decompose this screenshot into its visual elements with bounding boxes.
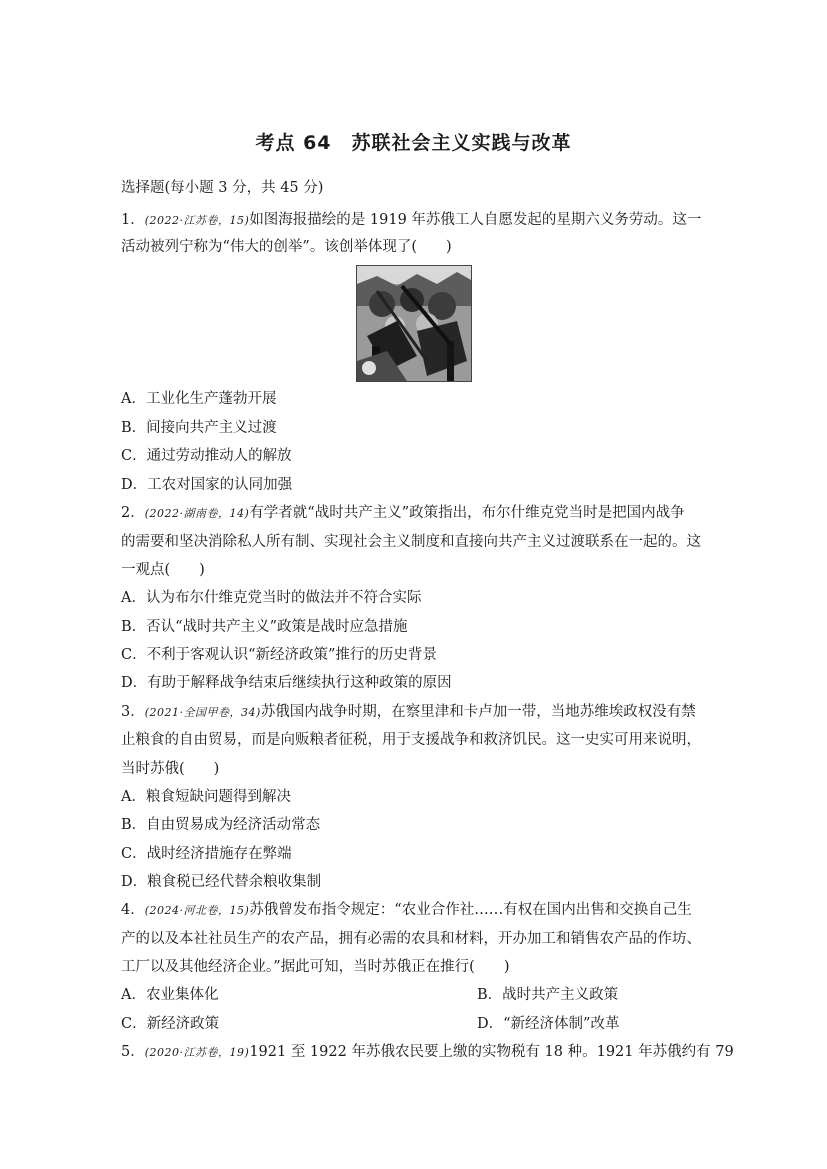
question-4-line-3: 工厂以及其他经济企业。”据此可知，当时苏俄正在推行( ) [121, 959, 510, 975]
question-3-option-c: C．战时经济措施存在弊端 [121, 846, 292, 862]
question-5-source: (2020·江苏卷，19) [144, 1046, 250, 1059]
question-3-line-3: 当时苏俄( ) [121, 761, 220, 777]
question-4-option-c: C．新经济政策 [121, 1016, 220, 1032]
poster-illustration [357, 266, 471, 381]
question-2-option-b: B．否认“战时共产主义”政策是战时应急措施 [121, 619, 408, 635]
question-4-source: (2024·河北卷，15) [144, 904, 250, 917]
question-2-option-d: D．有助于解释战争结束后继续执行这种政策的原因 [121, 675, 452, 691]
question-1-line-2: 活动被列宁称为“伟大的创举”。该创举体现了( ) [121, 239, 452, 255]
question-4-line-1: 4．(2024·河北卷，15)苏俄曾发布指令规定：“农业合作社……有权在国内出售和交换自己生 [121, 902, 692, 918]
question-1-line-1: 1．(2022·江苏卷，15)如图海报描绘的是 1919 年苏俄工人自愿发起的星期六义务劳动。这一 [121, 212, 702, 228]
question-1-option-c: C．通过劳动推动人的解放 [121, 448, 292, 464]
question-2-line-2: 的需要和坚决消除私人所有制、实现社会主义制度和直接向共产主义过渡联系在一起的。这 [121, 534, 701, 550]
question-2-line-3: 一观点( ) [121, 562, 205, 578]
question-3-line-1: 3．(2021·全国甲卷，34)苏俄国内战争时期，在察里津和卡卢加一带，当地苏维埃政权没有禁 [121, 704, 696, 720]
question-1-source: (2022·江苏卷，15) [144, 214, 250, 227]
question-2-option-a: A．认为布尔什维克党当时的做法并不符合实际 [121, 590, 422, 606]
question-3-option-d: D．粮食税已经代替余粮收集制 [121, 874, 322, 890]
question-3-source: (2021·全国甲卷，34) [144, 706, 261, 719]
question-1-option-b: B．间接向共产主义过渡 [121, 420, 277, 436]
question-2-line-1: 2．(2022·湖南卷，14)有学者就“战时共产主义”政策指出，布尔什维克党当时是把国内战争 [121, 505, 685, 521]
question-2-source: (2022·湖南卷，14) [144, 507, 250, 520]
question-4-option-d: D．“新经济体制”改革 [477, 1016, 620, 1032]
question-4-option-b: B．战时共产主义政策 [477, 987, 619, 1003]
question-4-option-a: A．农业集体化 [121, 987, 219, 1003]
question-1-option-a: A．工业化生产蓬勃开展 [121, 391, 277, 407]
section-header: 选择题(每小题 3 分，共 45 分) [121, 180, 324, 196]
question-5-line-1: 5．(2020·江苏卷，19)1921 至 1922 年苏俄农民要上缴的实物税有 18 种。1921 年苏俄约有 79 [121, 1044, 734, 1060]
question-2-option-c: C．不利于客观认识“新经济政策”推行的历史背景 [121, 647, 437, 663]
question-4-options-row-2 [121, 1014, 711, 1034]
question-4-options-row-1 [121, 985, 711, 1005]
question-3-line-2: 止粮食的自由贸易，而是向贩粮者征税，用于支援战争和救济饥民。这一史实可用来说明， [121, 732, 701, 748]
poster-image [356, 265, 472, 382]
page-title: 考点 64 苏联社会主义实践与改革 [255, 132, 572, 154]
question-3-option-a: A．粮食短缺问题得到解决 [121, 789, 291, 805]
question-3-option-b: B．自由贸易成为经济活动常态 [121, 817, 321, 833]
question-1-option-d: D．工农对国家的认同加强 [121, 477, 293, 493]
question-4-line-2: 产的以及本社社员生产的农产品，拥有必需的农具和材料，开办加工和销售农产品的作坊、 [121, 931, 701, 947]
